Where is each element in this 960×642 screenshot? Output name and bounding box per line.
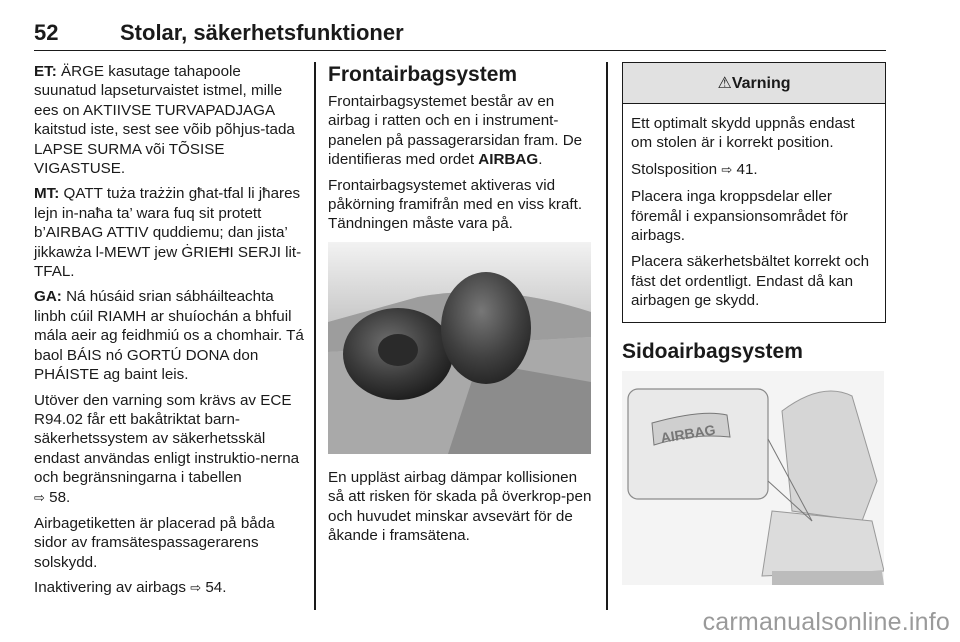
page-ref-link[interactable]: 54.: [205, 579, 227, 597]
page-ref-link[interactable]: 41.: [736, 160, 758, 178]
section-heading-front: Frontairbagsystem: [328, 63, 518, 86]
warning-text: Stolsposition ⇨ 41.: [631, 160, 758, 178]
section-heading-side: Sidoairbagsystem: [622, 339, 803, 363]
warning-text: Placera inga kroppsdelar eller föremål i expansionsområdet för airbags.: [631, 188, 848, 245]
watermark: carmanualsonline.info: [702, 608, 950, 636]
paragraph-et: ET: ÄRGE kasutage tahapoole suunatud lapseturvaistet istmel, mille ees on AKTIIVSE TURVAPADJAGA kaitstud iste, sest see võib põhjus-tada LAPSE SURMA või TÕSISE VIGASTUSE.: [34, 63, 295, 178]
seat-illustration: [622, 371, 884, 585]
ref-arrow-icon: ⇨: [190, 581, 202, 597]
ref-arrow-icon: ⇨: [34, 490, 45, 506]
column-divider: [606, 62, 608, 610]
warning-header: [623, 63, 885, 104]
page-header: [34, 18, 886, 51]
warning-title: Varning: [731, 75, 791, 92]
paragraph-ece: Utöver den varning som krävs av ECE R94.02 får ett bakåtriktat barn-säkerhetssystem av säkerhetsskäl endast användas enligt instruktio-nerna och begränsningarna i tabellen ⇨ 58.: [34, 391, 300, 506]
page-title: Stolar, säkerhetsfunktioner: [120, 20, 404, 45]
paragraph-inactivation: Inaktivering av airbags ⇨ 54.: [34, 579, 227, 597]
front-airbag-illustration: [328, 242, 591, 454]
column-divider: [314, 62, 316, 610]
warning-icon: ⚠: [717, 73, 732, 92]
paragraph-ga: GA: Ná húsáid srian sábháilteachta linbh cúil RIAMH ar shuíochán a bhfuil mála aeir ag feidhmiú os a chomhair. Tá baol BÁIS nó GORTÚ DONA don PHÁISTE ag baint leis.: [34, 288, 304, 384]
column-right: [622, 62, 886, 585]
photo-caption: En uppläst airbag dämpar kollisionen så att risken för skada på överkrop-pen och huvudet minskar avsevärt för de åkande i framsätena.: [328, 468, 592, 545]
warning-text: Placera säkerhetsbältet korrekt och fäst det ordentligt. Endast då kan airbagen ge skydd.: [631, 253, 870, 310]
seat-airbag-illustration: [622, 371, 884, 585]
lang-label-mt: MT:: [34, 185, 60, 203]
lang-label-ga: GA:: [34, 288, 62, 306]
seat-airbag-label: AIRBAG: [659, 421, 717, 446]
page-ref-link[interactable]: 58.: [49, 488, 71, 506]
paragraph-front-intro: Frontairbagsystemet består av en airbag i ratten och en i instrument-panelen på passagerarsidan fram. De identifieras med ordet AIRBAG.: [328, 93, 583, 169]
column-middle: [328, 62, 595, 551]
paragraph-front-activation: Frontairbagsystemet aktiveras vid påkörning framifrån med en viss kraft. Tändningen måste vara på.: [328, 176, 583, 233]
warning-box: [622, 62, 886, 323]
airbag-keyword: AIRBAG: [478, 151, 539, 169]
lang-label-et: ET:: [34, 63, 57, 80]
warning-body: [623, 104, 885, 322]
paragraph-label-location: Airbagetiketten är placerad på båda sidor av framsätespassagerarens solskydd.: [34, 514, 275, 571]
warning-text: Ett optimalt skydd uppnås endast om stolen är i korrekt position.: [631, 115, 855, 152]
front-airbag-photo: [328, 242, 591, 454]
page-number: 52: [34, 20, 59, 45]
paragraph-mt: MT: QATT tuża trażżin għat-tfal li jħares lejn in-naħa ta’ wara fuq sit protett b’AIRBAG ATTIV quddiemu; dan jista’ jikkawża l-MEWT jew ĠRIEĦI SERJI lit-TFAL.: [34, 185, 302, 281]
column-left: [34, 62, 306, 605]
ref-arrow-icon: ⇨: [721, 162, 733, 178]
